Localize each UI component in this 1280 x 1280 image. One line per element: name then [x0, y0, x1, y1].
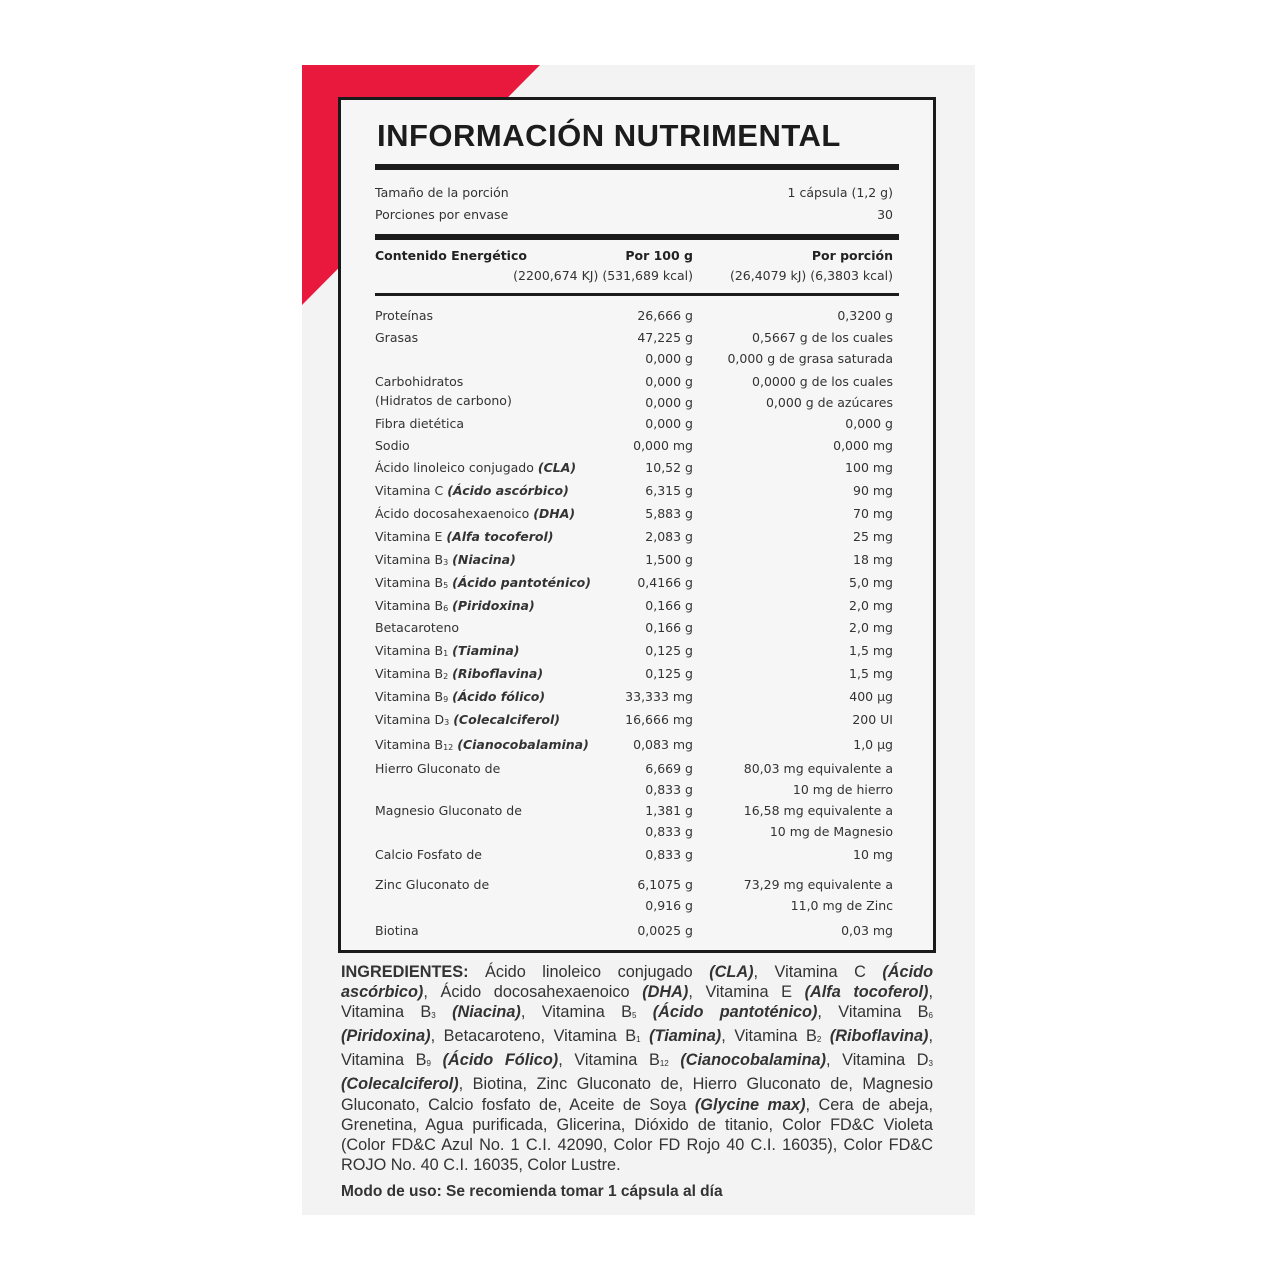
value-per-100g: 0,166 g [645, 598, 693, 613]
value-per-portion: 80,03 mg equivalente a [743, 761, 893, 776]
subscript: 5 [631, 1011, 637, 1021]
energy-per100: (2200,674 KJ) (531,689 kcal) [513, 268, 693, 283]
value-per-100g: 6,1075 g [637, 877, 693, 892]
portions-value: 30 [877, 207, 893, 222]
nutrient-common-name: (Cianocobalamina) [457, 737, 589, 752]
subscript: 3 [928, 1059, 933, 1069]
nutrient-name: Vitamina E (Alfa tocoferol) [375, 529, 554, 544]
nutrient-common-name: (Colecalciferol) [453, 712, 560, 727]
value-per-100g: 47,225 g [637, 330, 693, 345]
value-per-100g: 0,916 g [645, 898, 693, 913]
nutrient-common-name: (Alfa tocoferol) [446, 529, 554, 544]
value-per-portion: 0,000 g [845, 416, 893, 431]
nutrient-name: Betacaroteno [375, 620, 460, 635]
nutrient-name: Vitamina $B_3$ (Niacina) [375, 552, 516, 567]
subscript: 3 [444, 718, 450, 727]
subscript: 3 [443, 558, 449, 567]
nutrient-name: Ácido docosahexaenoico (DHA) [375, 506, 576, 521]
nutrient-name: Vitamina $B_1$ (Tiamina) [375, 643, 520, 658]
value-per-portion: 2,0 mg [849, 620, 893, 635]
nutrient-name: Vitamina $B_2$ (Riboflavina) [375, 666, 544, 681]
nutrient-common-name: (CLA) [537, 460, 577, 475]
value-per-100g: 16,666 mg [625, 712, 693, 727]
value-per-100g: 0,000 g [645, 395, 693, 410]
nutrient-common-name: (Riboflavina) [452, 666, 544, 681]
ingredient-note: (Niacina) [452, 1003, 521, 1022]
value-per-portion: 10 mg de hierro [792, 782, 893, 797]
value-per-portion: 10 mg [853, 847, 893, 862]
ingredient-note: (CLA) [709, 963, 754, 981]
value-per-100g: 0,000 g [645, 374, 693, 389]
value-per-100g: 5,883 g [645, 506, 693, 521]
subscript: 1 [636, 1035, 641, 1045]
ingredients-text: INGREDIENTES: Ácido linoleico conjugado (CLA), Vitamina C (Ácido ascórbico), Ácido docosahexaenoico (DHA), Vitamina E (Alfa tocoferol), Vitamina $B_3$ (Niacina), Vitamina $B_5$ (Ácido pantoténico), Vitamina $B_6$ (Piridoxina), Betacaroteno, Vitamina $B_1$ (Tiamina), Vitamina $B_2$ (Riboflavina), Vitamina $B_9$ (Ácido Fólico), Vitamina $B_{12}$ (Cianocobalamina), Vitamina $D_3$ (Colecalciferol), Biotina, Zinc Gluconato de, Hierro Gluconato de, Magnesio Gluconato, Calcio fosfato de, Aceite de Soya (Glycine max), Cera de abeja, Grenetina, Agua purificada, Glicerina, Dióxido de titanio, Color FD&C Violeta (Color FD&C Azul No. 1 C.I. 42090, Color FD Rojo 40 C.I. 16035), Color FD&C ROJO No. 40 C.I. 16035, Color Lustre. [341, 963, 934, 1174]
nutrient-name: Magnesio Gluconato de [375, 803, 522, 818]
value-per-100g: 2,083 g [645, 529, 693, 544]
subscript: 5 [443, 581, 449, 590]
value-per-portion: 0,3200 g [837, 308, 893, 323]
value-per-100g: 6,669 g [645, 761, 693, 776]
subscript: 2 [443, 672, 449, 681]
ingredient-note: (Piridoxina) [341, 1027, 431, 1046]
nutrient-name: Hierro Gluconato de [375, 761, 501, 776]
value-per-100g: 0,083 mg [633, 737, 693, 752]
nutrient-common-name: (DHA) [533, 506, 576, 521]
value-per-portion: 70 mg [853, 506, 893, 521]
value-per-100g: 26,666 g [637, 308, 693, 323]
energy-portion: (26,4079 kJ) (6,3803 kcal) [729, 268, 893, 283]
nutrient-name: Sodio [375, 438, 410, 453]
nutrient-common-name: (Piridoxina) [452, 598, 535, 613]
subscript: 3 [431, 1011, 436, 1021]
subscript: 6 [928, 1011, 933, 1021]
value-per-portion: 90 mg [853, 483, 893, 498]
nutrient-common-name: (Ácido ascórbico) [447, 483, 569, 498]
value-per-100g: 0,4166 g [637, 575, 693, 590]
value-per-100g: 1,381 g [645, 803, 693, 818]
nutrient-name: Fibra dietética [375, 416, 465, 431]
value-per-portion: 0,000 mg [833, 438, 893, 453]
ingredient-note: (Tiamina) [649, 1027, 722, 1046]
value-per-portion: 10 mg de Magnesio [769, 824, 893, 839]
portions-label: Porciones por envase [375, 207, 509, 222]
table-title: INFORMACIÓN NUTRIMENTAL [377, 118, 841, 153]
subscript: 9 [426, 1059, 431, 1069]
value-per-portion: 400 µg [849, 689, 893, 704]
value-per-portion: 16,58 mg equivalente a [743, 803, 893, 818]
serving-size-value: 1 cápsula (1,2 g) [787, 185, 893, 200]
ingredient-note: (Riboflavina) [829, 1027, 929, 1046]
nutrient-name: Grasas [375, 330, 419, 345]
ingredient-note: (Ácido pantoténico) [652, 1003, 818, 1022]
value-per-100g: 0,125 g [645, 666, 693, 681]
value-per-100g: 10,52 g [645, 460, 693, 475]
value-per-portion: 1,5 mg [849, 666, 893, 681]
nutrient-name: Zinc Gluconato de [375, 877, 490, 892]
value-per-100g: 0,833 g [645, 824, 693, 839]
value-per-portion: 73,29 mg equivalente a [743, 877, 893, 892]
value-per-portion: 11,0 mg de Zinc [790, 898, 893, 913]
nutrient-name: Calcio Fosfato de [375, 847, 482, 862]
nutrient-name: Ácido linoleico conjugado (CLA) [375, 460, 577, 475]
value-per-portion: 1,5 mg [849, 643, 893, 658]
nutrient-name: Vitamina $B_5$ (Ácido pantoténico) [375, 575, 591, 590]
value-per-portion: 100 mg [845, 460, 893, 475]
value-per-100g: 0,166 g [645, 620, 693, 635]
subscript: 2 [816, 1035, 822, 1045]
subscript: 6 [443, 604, 449, 613]
value-per-100g: 0,0025 g [637, 923, 693, 938]
ingredient-note: (Colecalciferol) [341, 1075, 459, 1094]
subscript: 1 [443, 649, 449, 658]
ingredient-note: (Ácido ascórbico) [341, 963, 934, 1002]
value-per-portion: 1,0 µg [853, 737, 893, 752]
value-per-100g: 0,000 mg [633, 438, 693, 453]
value-per-portion: 18 mg [853, 552, 893, 567]
value-per-100g: 1,500 g [645, 552, 693, 567]
usage-instructions: Modo de uso: Se recomienda tomar 1 cápsula al día [341, 1183, 723, 1200]
subscript: 12 [443, 743, 454, 752]
nutrient-name: (Hidratos de carbono) [375, 393, 512, 408]
value-per-portion: 25 mg [853, 529, 893, 544]
value-per-portion: 0,5667 g de los cuales [752, 330, 893, 345]
value-per-portion: 2,0 mg [849, 598, 893, 613]
energy-label: Contenido Energético [375, 248, 527, 263]
value-per-100g: 6,315 g [645, 483, 693, 498]
value-per-100g: 0,000 g [645, 351, 693, 366]
value-per-portion: 0,03 mg [841, 923, 893, 938]
divider [375, 293, 899, 296]
value-per-portion: 0,0000 g de los cuales [752, 374, 893, 389]
nutrient-name: Vitamina C (Ácido ascórbico) [375, 483, 569, 498]
ingredient-note: (Glycine max) [694, 1095, 806, 1114]
per100-header: Por 100 g [625, 248, 693, 263]
value-per-portion: 5,0 mg [849, 575, 893, 590]
ingredient-note: (Ácido Fólico) [442, 1051, 559, 1070]
nutrient-name: Vitamina $B_6$ (Piridoxina) [375, 598, 535, 613]
serving-size-label: Tamaño de la porción [375, 185, 509, 200]
value-per-100g: 0,833 g [645, 782, 693, 797]
nutrient-name: Vitamina $D_3$ (Colecalciferol) [375, 712, 560, 727]
ingredient-note: (Alfa tocoferol) [804, 983, 929, 1002]
subscript: 9 [443, 695, 449, 704]
value-per-portion: 0,000 g de azúcares [765, 395, 893, 410]
value-per-100g: 0,833 g [645, 847, 693, 862]
nutrient-name: Vitamina $B_{12}$ (Cianocobalamina) [375, 737, 589, 752]
nutrient-common-name: (Niacina) [452, 552, 516, 567]
value-per-portion: 200 UI [852, 712, 893, 727]
nutrient-common-name: (Ácido fólico) [452, 689, 546, 704]
divider [375, 164, 899, 170]
nutrition-facts-table [338, 97, 936, 953]
subscript: 12 [659, 1059, 669, 1069]
nutrient-name: Vitamina $B_9$ (Ácido fólico) [375, 689, 546, 704]
nutrient-name: Biotina [375, 923, 419, 938]
nutrient-common-name: (Tiamina) [452, 643, 520, 658]
value-per-100g: 33,333 mg [625, 689, 693, 704]
ingredient-note: (Cianocobalamina) [680, 1051, 826, 1070]
nutrient-name: Carbohidratos [375, 374, 464, 389]
ingredients-heading: INGREDIENTES: [341, 963, 469, 981]
nutrient-common-name: (Ácido pantoténico) [452, 575, 591, 590]
ingredient-note: (DHA) [642, 983, 689, 1002]
value-per-100g: 0,125 g [645, 643, 693, 658]
value-per-100g: 0,000 g [645, 416, 693, 431]
divider [375, 234, 899, 240]
portion-header: Por porción [811, 248, 893, 263]
value-per-portion: 0,000 g de grasa saturada [727, 351, 893, 366]
nutrient-name: Proteínas [375, 308, 433, 323]
